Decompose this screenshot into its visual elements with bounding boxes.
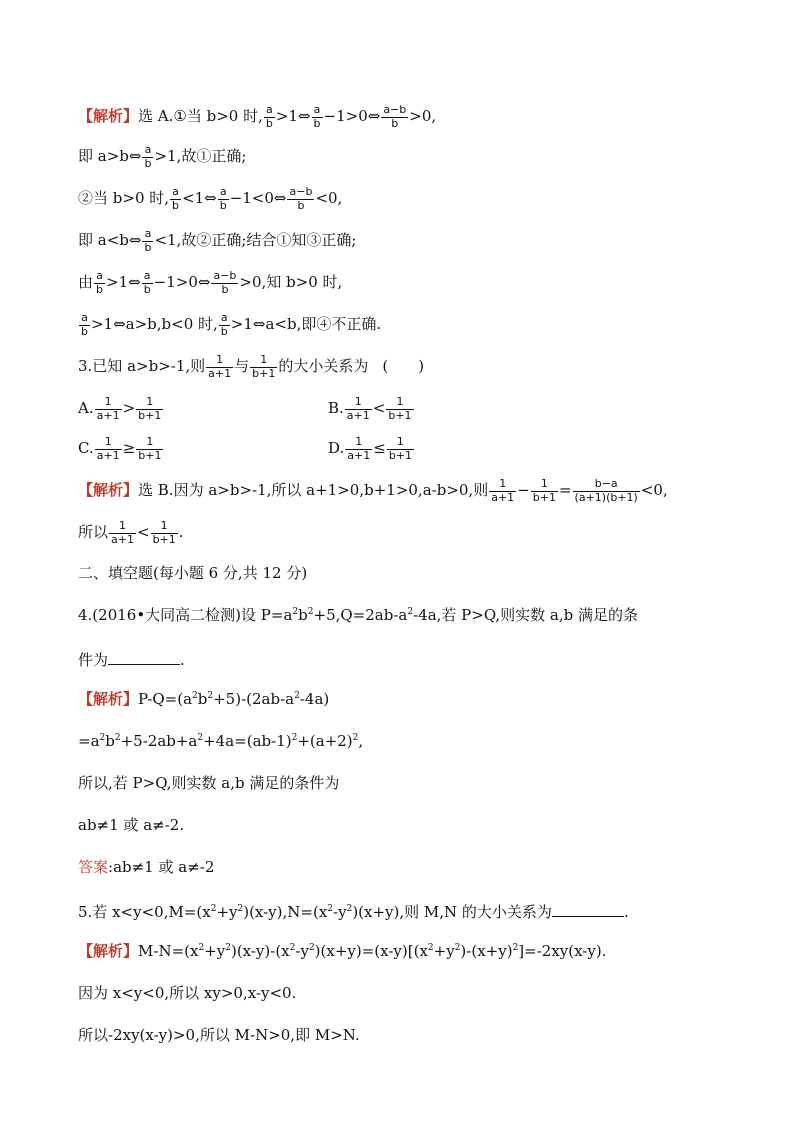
solution-line-14: 【解析】$M-N=(x^2+y^2)(x-y)-(x^2-y^2)(x+y)=(x-y)[(x^2+y^2)-(x+y)^2]=-2xy(x-y)$. bbox=[78, 942, 607, 960]
solution-line-4: 即 a<b⇔ $\frac{a}{b}$ <1,故②正确;结合①知③正确; bbox=[78, 227, 357, 254]
fraction: $\frac{a-b}{b}$ bbox=[383, 103, 407, 130]
solution-line-15: 因为 x<y<0,所以 xy>0,x-y<0. bbox=[78, 984, 297, 1002]
fraction: $\frac{a}{b}$ bbox=[144, 227, 152, 254]
solution-line-12: ab≠1 或 a≠-2. bbox=[78, 816, 185, 834]
solution-line-16: 所以-2xy(x-y)>0,所以 M-N>0,即 M>N. bbox=[78, 1026, 360, 1044]
option-d: D. $\frac{1}{a+1}$ ≤ $\frac{1}{b+1}$ bbox=[328, 435, 413, 462]
answer-blank bbox=[108, 650, 180, 665]
fraction: $\frac{a-b}{b}$ bbox=[213, 269, 237, 296]
fraction: $\frac{a}{b}$ bbox=[144, 143, 152, 170]
analysis-tag: 【解析】 bbox=[78, 481, 139, 500]
fraction: $\frac{a-b}{b}$ bbox=[289, 185, 313, 212]
analysis-tag: 【解析】 bbox=[78, 690, 139, 708]
solution-line-7: 【解析】选 B.因为 a>b>-1,所以 a+1>0,b+1>0,a-b>0,则 $\frac{1}{a+1}$ − $\frac{1}{b+1}$ = $\frac{b-a}{(a+1)(b+1)}$ <0, bbox=[78, 477, 668, 504]
solution-line-10: $=a^2b^2+5-2ab+a^2+4a=(ab-1)^2+(a+2)^2$, bbox=[78, 732, 364, 750]
solution-line-11: 所以,若 P>Q,则实数 a,b 满足的条件为 bbox=[78, 774, 340, 792]
analysis-tag: 【解析】 bbox=[78, 942, 139, 960]
answer-paren: ( ) bbox=[382, 357, 425, 376]
option-a: A. $\frac{1}{a+1}$ > $\frac{1}{b+1}$ bbox=[78, 395, 162, 422]
question-4-cont: 件为 . bbox=[78, 651, 185, 669]
fraction: $\frac{a}{b}$ bbox=[313, 103, 321, 130]
fraction: $\frac{a}{b}$ bbox=[172, 185, 180, 212]
answer-blank bbox=[552, 902, 624, 917]
fraction: $\frac{a}{b}$ bbox=[143, 269, 151, 296]
fraction: $\frac{a}{b}$ bbox=[219, 185, 227, 212]
fraction: $\frac{a}{b}$ bbox=[81, 311, 88, 338]
solution-line-1: 【解析】选 A.①当 b>0 时, $\frac{a}{b}$ >1⇔ $\frac{a}{b}$ −1>0⇔ $\frac{a-b}{b}$ >0, bbox=[78, 103, 437, 130]
option-b: B. $\frac{1}{a+1}$ < $\frac{1}{b+1}$ bbox=[328, 395, 412, 422]
solution-line-2: 即 a>b⇔ $\frac{a}{b}$ >1,故①正确; bbox=[78, 143, 247, 170]
fraction: $\frac{a}{b}$ bbox=[96, 269, 103, 296]
section-heading: 二、填空题(每小题 6 分,共 12 分) bbox=[78, 564, 308, 582]
solution-line-6: $\frac{a}{b}$ >1⇔a>b,b<0 时, $\frac{a}{b}$ >1⇔a<b,即④不正确. bbox=[81, 311, 382, 338]
analysis-tag: 【解析】 bbox=[78, 107, 139, 126]
solution-line-3: ②当 b>0 时, $\frac{a}{b}$ <1⇔ $\frac{a}{b}$ −1<0⇔ $\frac{a-b}{b}$ <0, bbox=[78, 185, 343, 212]
fraction: $\frac{1}{b+1}$ bbox=[252, 353, 276, 380]
fraction: $\frac{a}{b}$ bbox=[265, 103, 273, 130]
fraction: $\frac{a}{b}$ bbox=[220, 311, 228, 338]
answer-label: 答案 bbox=[78, 858, 109, 876]
question-5: 5.若 $x<y<0,M=(x^2+y^2)(x-y),N=(x^2-y^2)(x+y)$,则 M,N 的大小关系为 . bbox=[78, 903, 629, 921]
solution-line-9: 【解析】$P-Q=(a^2b^2+5)-(2ab-a^2-4a)$ bbox=[78, 690, 330, 708]
question-3: 3.已知 a>b>-1,则 $\frac{1}{a+1}$ 与 $\frac{1}{b+1}$ 的大小关系为 ( ) bbox=[78, 353, 425, 380]
solution-line-8: 所以 $\frac{1}{a+1}$ < $\frac{1}{b+1}$ . bbox=[78, 519, 184, 546]
fraction: $\frac{1}{a+1}$ bbox=[208, 353, 232, 380]
solution-line-5: 由 $\frac{a}{b}$ >1⇔ $\frac{a}{b}$ −1>0⇔ $\frac{a-b}{b}$ >0,知 b>0 时, bbox=[78, 269, 343, 296]
option-c: C. $\frac{1}{a+1}$ ≥ $\frac{1}{b+1}$ bbox=[78, 435, 162, 462]
question-4: 4.(2016•大同高二检测)设 $P=a^2b^2+5,Q=2ab-a^2-4a$,若 P>Q,则实数 a,b 满足的条 bbox=[78, 606, 639, 624]
answer-line: 答案:ab≠1 或 a≠-2 bbox=[78, 858, 215, 876]
